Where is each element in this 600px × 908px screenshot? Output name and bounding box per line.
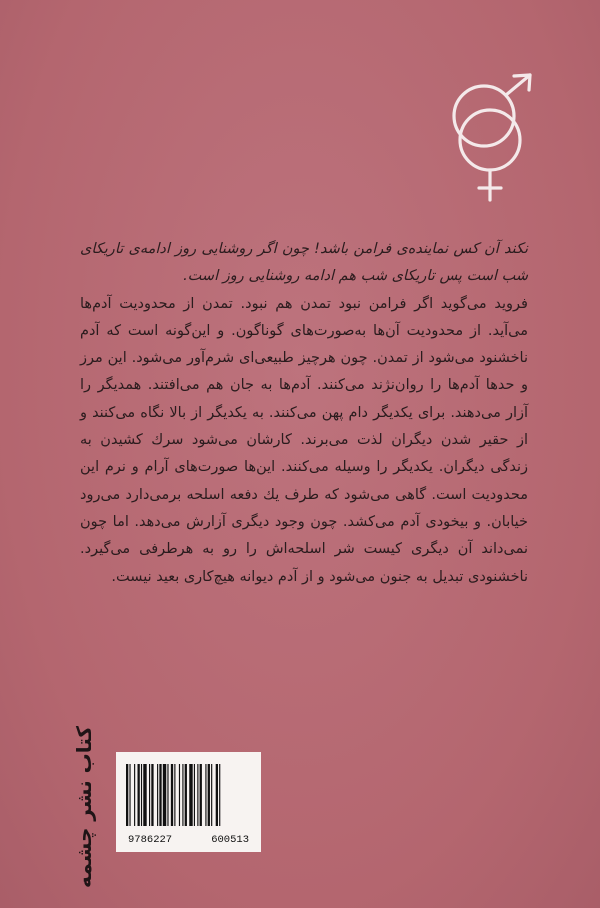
barcode-bar <box>149 764 150 826</box>
barcode-bar <box>174 764 175 826</box>
barcode-bar <box>194 764 195 826</box>
barcode-bar <box>189 764 192 826</box>
barcode-bar <box>219 764 220 826</box>
barcode-bars <box>126 764 251 826</box>
barcode-bar <box>143 764 146 826</box>
italic-paragraph: نکند آن کس نماینده‌ی فرامن باشد! چون اگر روشنایی روز ادامه‌ی تاریکای شب است پس تاریکای شب هم ادامه روشنایی روز است. <box>80 241 528 285</box>
barcode-bar <box>151 764 153 826</box>
barcode-bar <box>157 764 158 826</box>
barcode-bar <box>216 764 218 826</box>
barcode-bar <box>171 764 173 826</box>
barcode-bar <box>163 764 166 826</box>
barcode-bar <box>200 764 202 826</box>
barcode-bar <box>138 764 140 826</box>
barcode-bar <box>129 764 130 826</box>
barcode-bar <box>182 764 183 826</box>
barcode-right-digits: 600513 <box>211 834 249 846</box>
barcode-bar <box>134 764 135 826</box>
barcode-bar <box>205 764 206 826</box>
barcode-bar <box>141 764 142 826</box>
publisher-logo <box>66 726 102 888</box>
body-paragraph: فروید می‌گوید اگر فرامن نبود تمدن هم نبود. تمدن از محدودیت آدم‌ها می‌آید. از محدودیت آن‌ها به‌صورت‌های گوناگون. و این‌گونه است که آدم ناخشنود می‌شود از تمدن. چون هرچیز طبیعی‌ای شرم‌آور می‌شود. این مرز و حدها آدم‌ها را روان‌نژند می‌کنند. آدم‌ها به جان هم می‌افتند. همدیگر را آزار می‌دهند. برای یکدیگر دام پهن می‌کنند. به یکدیگر از بالا نگاه می‌کنند و از حقیر شدن دیگران لذت می‌برند. کارشان می‌شود سرك كشيدن به زندگی دیگران. یکدیگر را وسیله می‌کنند. این‌ها صورت‌های آرام و نرم این محدودیت است. گاهی می‌شود که طرف یك دفعه اسلحه برمی‌دارد می‌رود خیابان. و بیخودی آدم می‌کشد. چون وجود دیگری آزارش می‌دهد. اما چون نمی‌داند آن دیگری کیست شر اسلحه‌اش را رو به هرطرفی می‌گیرد. ناخشنودی تبدیل به جنون می‌شود و از آدم دیوانه هیچ‌کاری بعید نیست. <box>80 295 528 585</box>
barcode-bar <box>211 764 212 826</box>
isbn-barcode <box>116 752 261 852</box>
barcode-bar <box>185 764 187 826</box>
barcode-bar <box>167 764 168 826</box>
barcode-bar <box>208 764 210 826</box>
barcode-bar <box>197 764 198 826</box>
barcode-bar <box>179 764 180 826</box>
barcode-bar <box>126 764 128 826</box>
male-female-symbol-icon <box>440 70 550 210</box>
barcode-left-digits: 9786227 <box>128 834 173 846</box>
back-cover-excerpt <box>80 236 528 591</box>
barcode-bar <box>159 764 161 826</box>
publisher-logo-text: کتاب نشر چشمه <box>72 726 96 888</box>
